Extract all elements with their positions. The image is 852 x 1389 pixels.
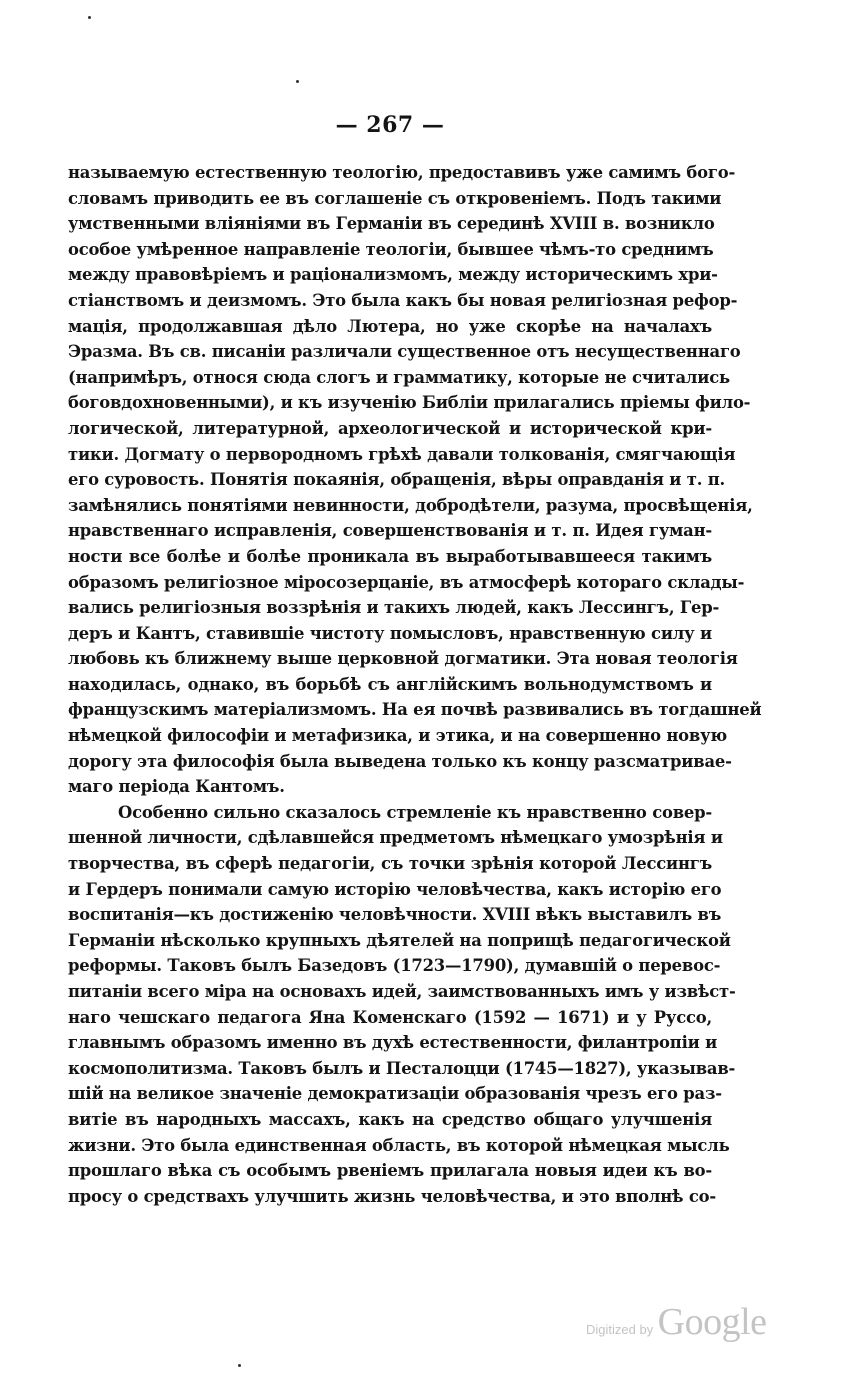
scan-speck (296, 80, 299, 83)
text-line: его суровость. Понятія покаянія, обращенія, вѣры оправданія и т. п. (68, 470, 726, 490)
text-line: витіе въ народныхъ массахъ, какъ на средство общаго улучшенія (68, 1109, 712, 1129)
text-line: словамъ приводить ее въ соглашеніе съ откровеніемъ. Подъ такими (68, 188, 722, 208)
text-line: между правовѣріемъ и раціонализмомъ, между историческимъ хри- (68, 265, 718, 285)
text-line: находилась, однако, въ борьбѣ съ англійскимъ вольнодумствомъ и (68, 674, 712, 694)
text-line: маго періода Кантомъ. (68, 777, 285, 797)
paragraph-1 (68, 160, 762, 800)
text-line: просу о средствахъ улучшить жизнь человѣчества, и это вполнѣ со- (68, 1186, 716, 1206)
text-line: называемую естественную теологію, предоставивъ уже самимъ бого- (68, 163, 736, 182)
body-text (68, 160, 762, 1209)
text-line: главнымъ образомъ именно въ духѣ естественности, филантропіи и (68, 1033, 718, 1053)
text-line: стіанствомъ и деизмомъ. Это была какъ бы новая религіозная рефор- (68, 290, 738, 310)
text-line: творчества, въ сферѣ педагогіи, съ точки зрѣнія которой Лессингъ (68, 854, 712, 874)
text-line: вались религіозныя воззрѣнія и такихъ людей, какъ Лессингъ, Гер- (68, 598, 720, 618)
text-line: мація, продолжавшая дѣло Лютера, но уже скорѣе на началахъ (68, 316, 712, 336)
scan-speck (238, 1364, 241, 1367)
text-line: воспитанія—къ достиженію человѣчности. XVIII вѣкъ выставилъ въ (68, 905, 722, 925)
text-line: питаніи всего міра на основахъ идей, заимствованныхъ имъ у извѣст- (68, 982, 736, 1001)
text-line: особое умѣренное направленіе теологіи, бывшее чѣмъ-то среднимъ (68, 239, 714, 259)
text-line: космополитизма. Таковъ былъ и Песталоцци (1745—1827), указывав- (68, 1058, 736, 1078)
text-line: и Гердеръ понимали самую исторію человѣчества, какъ исторію его (68, 879, 722, 899)
text-line: жизни. Это была единственная область, въ которой нѣмецкая мысль (68, 1135, 730, 1155)
text-line: деръ и Кантъ, ставившіе чистоту помысловъ, нравственную силу и (68, 623, 712, 643)
text-line: нѣмецкой философіи и метафизика, и этика, и на совершенно новую (68, 726, 727, 746)
paragraph-2 (68, 800, 736, 1210)
text-line: умственными вліяніями въ Германіи въ серединѣ XVIII в. возникло (68, 214, 715, 234)
scan-speck (88, 16, 91, 19)
text-line: нравственнаго исправленія, совершенствованія и т. п. Идея гуман- (68, 521, 712, 541)
text-line: французскимъ матеріализмомъ. На ея почвѣ развивались въ тогдашней (68, 700, 762, 720)
text-line: прошлаго вѣка съ особымъ рвеніемъ прилагала новыя идеи къ во- (68, 1161, 712, 1181)
text-line: шій на великое значеніе демократизаціи образованія чрезъ его раз- (68, 1084, 722, 1104)
text-line: реформы. Таковъ былъ Базедовъ (1723—1790), думавшій о перевос- (68, 956, 721, 976)
text-line: наго чешскаго педагога Яна Коменскаго (1592 — 1671) и у Руссо, (68, 1007, 712, 1027)
watermark-prefix: Digitized by (586, 1322, 654, 1337)
text-line: Особенно сильно сказалось стремленіе къ нравственно совер- (118, 802, 712, 822)
page-number: — 267 — (335, 112, 445, 138)
text-line: Эразма. Въ св. писаніи различали существенное отъ несущественнаго (68, 342, 741, 362)
text-line: тики. Догмату о первородномъ грѣхѣ давали толкованія, смягчающія (68, 444, 736, 464)
text-line: любовь къ ближнему выше церковной догматики. Эта новая теологія (68, 649, 738, 669)
text-line: логической, литературной, археологической и исторической кри- (68, 418, 712, 438)
digitized-watermark (586, 1300, 767, 1344)
text-line: (напримѣръ, относя сюда слогъ и грамматику, которые не считались (68, 367, 730, 387)
text-line: шенной личности, сдѣлавшейся предметомъ нѣмецкаго умозрѣнія и (68, 828, 723, 848)
text-line: ности все болѣе и болѣе проникала въ выработывавшееся такимъ (68, 546, 712, 566)
text-line: образомъ религіозное міросозерцаніе, въ атмосферѣ котораго склады- (68, 572, 745, 592)
text-line: дорогу эта философія была выведена только къ концу разсматривае- (68, 751, 732, 771)
text-line: Германіи нѣсколько крупныхъ дѣятелей на поприщѣ педагогической (68, 930, 731, 950)
google-logo: Google (657, 1301, 767, 1343)
text-line: замѣнялись понятіями невинности, добродѣтели, разума, просвѣщенія, (68, 495, 753, 515)
text-line: боговдохновенными), и къ изученію Библіи прилагались пріемы фило- (68, 393, 751, 413)
